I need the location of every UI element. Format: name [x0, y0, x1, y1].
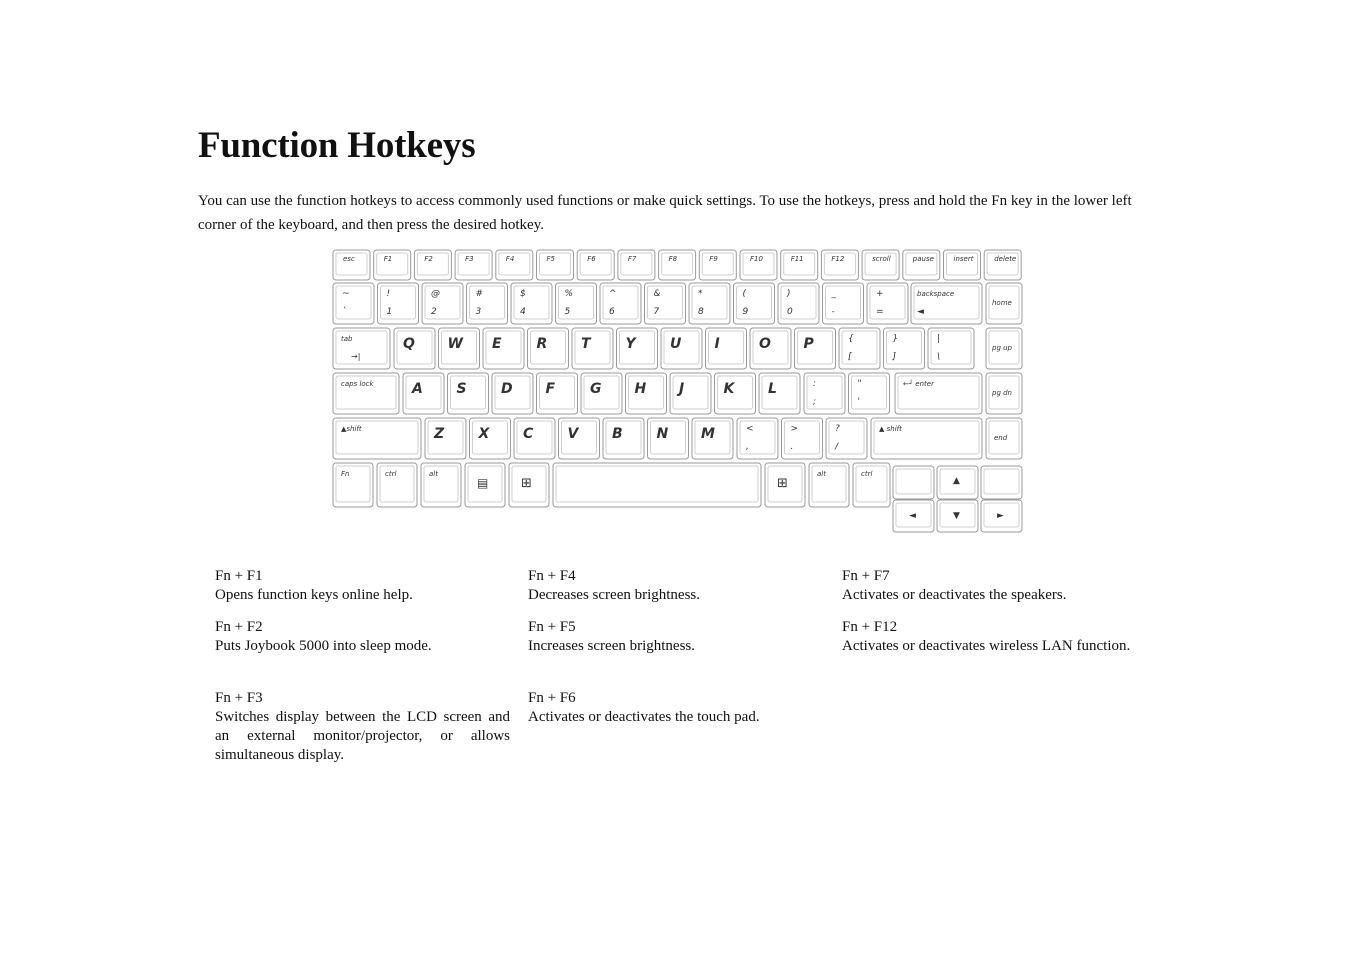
- key-label: ": [857, 379, 862, 389]
- key-label: 8: [698, 307, 704, 317]
- key-j: [670, 373, 711, 414]
- hotkey-description: Activates or deactivates wireless LAN function.: [842, 638, 1131, 654]
- key-caps-lock: [333, 373, 399, 414]
- key-fn: [333, 463, 373, 507]
- key-label: U: [670, 336, 682, 352]
- key-label: B: [612, 426, 623, 442]
- key-right-ctrl: [853, 463, 890, 507]
- key-f5: [537, 250, 574, 280]
- key-f12: [821, 250, 858, 280]
- key-label: F12: [831, 255, 845, 263]
- key-label: L: [768, 381, 777, 397]
- key-i: [706, 328, 747, 369]
- key-f3: [455, 250, 492, 280]
- key-label: F1: [383, 255, 393, 263]
- key-f: [537, 373, 578, 414]
- key-label: F9: [709, 255, 718, 263]
- key-label: =: [876, 307, 884, 317]
- key-label: {: [848, 334, 854, 344]
- key-z: [425, 418, 466, 459]
- key-label: +: [876, 289, 884, 299]
- key-arrow-down: [937, 500, 978, 532]
- key-label: scroll: [872, 255, 891, 263]
- key-label: pg up: [992, 344, 1012, 352]
- hotkey-fn-f3: [215, 689, 510, 765]
- key-label: [: [848, 352, 852, 362]
- key-label: !: [386, 289, 391, 299]
- key-label: C: [523, 426, 534, 442]
- key-label: _: [831, 289, 836, 299]
- key-label: \: [937, 352, 941, 362]
- key-label: V: [567, 426, 579, 442]
- key-b: [603, 418, 644, 459]
- key-label: F4: [505, 255, 515, 263]
- key-insert: [944, 250, 981, 280]
- key-5: [556, 283, 597, 324]
- key-menu: [465, 463, 505, 507]
- key-t: [572, 328, 613, 369]
- key-a: [403, 373, 444, 414]
- key-sym-symbol: [782, 418, 823, 459]
- hotkey-key: Fn + F3: [215, 690, 263, 706]
- key-label: $: [520, 289, 526, 299]
- key-label: Y: [625, 336, 636, 352]
- key-label: ~: [342, 289, 350, 299]
- hotkey-key: Fn + F2: [215, 619, 263, 635]
- key-label: D: [501, 381, 513, 397]
- hotkey-fn-f2: [215, 618, 510, 656]
- key-label: W: [447, 336, 463, 352]
- key-8: [689, 283, 730, 324]
- key-label: home: [992, 299, 1012, 307]
- key-l: [759, 373, 800, 414]
- hotkey-description: Opens function keys online help.: [215, 587, 413, 603]
- key-delete: [984, 250, 1021, 280]
- key-o: [750, 328, 791, 369]
- key-f2: [414, 250, 451, 280]
- key-label: ▲: [953, 476, 960, 486]
- key-k: [715, 373, 756, 414]
- key-home: [986, 283, 1022, 324]
- hotkey-description: Puts Joybook 5000 into sleep mode.: [215, 638, 432, 654]
- key-label: tab: [341, 335, 353, 343]
- key-label: *: [698, 289, 703, 299]
- key-7: [645, 283, 686, 324]
- key-label: A: [412, 381, 423, 397]
- key-f1: [374, 250, 411, 280]
- key-left-shift: [333, 418, 421, 459]
- key-label: alt: [429, 470, 438, 478]
- key-arrow-right: [981, 500, 1022, 532]
- key-f11: [781, 250, 818, 280]
- key-label: -: [831, 307, 835, 317]
- hotkey-key: Fn + F12: [842, 619, 898, 635]
- hotkey-fn-f1: [215, 567, 510, 605]
- key-label: R: [536, 336, 548, 352]
- key-label: F10: [750, 255, 763, 263]
- hotkey-fn-f6: [528, 689, 823, 727]
- key-f4: [496, 250, 533, 280]
- key-label: X: [478, 426, 490, 442]
- hotkey-description: Activates or deactivates the touch pad.: [528, 709, 760, 725]
- key-6: [600, 283, 641, 324]
- key-1: [378, 283, 419, 324]
- key-label: G: [590, 381, 602, 397]
- key-label: ): [787, 289, 791, 299]
- key-label: F7: [627, 255, 637, 263]
- key-label: 3: [475, 307, 482, 317]
- hotkey-fn-f12: [842, 618, 1137, 656]
- key-label: 4: [520, 307, 526, 317]
- key-label: ,: [746, 442, 749, 452]
- key-f6: [577, 250, 614, 280]
- key-u: [661, 328, 702, 369]
- key-label: &: [653, 289, 661, 299]
- key-f8: [659, 250, 696, 280]
- key-label: Z: [434, 426, 445, 442]
- key-label: P: [803, 336, 814, 352]
- key-label: ▲shift: [341, 425, 362, 433]
- key-right-windows: [765, 463, 805, 507]
- key-label: J: [679, 381, 685, 397]
- hotkey-description: Activates or deactivates the speakers.: [842, 587, 1067, 603]
- key-label: ⊞: [521, 476, 532, 491]
- page-title: Function Hotkeys: [198, 125, 476, 166]
- key-f10: [740, 250, 777, 280]
- key-label: 6: [609, 307, 615, 317]
- key-x: [470, 418, 511, 459]
- key-blank-right: [981, 466, 1022, 499]
- key-label: M: [701, 426, 715, 442]
- hotkey-key: Fn + F1: [215, 568, 263, 584]
- key-pg-up: [986, 328, 1022, 369]
- key-label: ;: [813, 397, 817, 407]
- key-pg-dn: [986, 373, 1022, 414]
- key-label: F6: [587, 255, 596, 263]
- key-c: [514, 418, 555, 459]
- key-label: O: [759, 336, 771, 352]
- key-label: :: [813, 379, 817, 389]
- key-symbol: [333, 283, 374, 324]
- key-y: [617, 328, 658, 369]
- key-right-shift: [871, 418, 982, 459]
- hotkey-key: Fn + F4: [528, 568, 576, 584]
- key-label: N: [656, 426, 669, 442]
- key-label: /: [835, 442, 839, 452]
- key-label: alt: [817, 470, 826, 478]
- key-label: ^: [609, 289, 617, 299]
- key-f7: [618, 250, 655, 280]
- key-label: F3: [465, 255, 474, 263]
- key-label: pg dn: [992, 389, 1012, 397]
- key-label: F2: [424, 255, 433, 263]
- key-q: [394, 328, 435, 369]
- key-label: K: [723, 381, 735, 397]
- key-arrow-left: [893, 500, 934, 532]
- key-label: %: [564, 289, 574, 299]
- key-symbol: [867, 283, 908, 324]
- key-e: [483, 328, 524, 369]
- key-sym-symbol: [849, 373, 890, 414]
- hotkey-key: Fn + F6: [528, 690, 576, 706]
- key-label: <: [746, 424, 754, 434]
- key-label: insert: [953, 255, 974, 263]
- key-label: backspace: [917, 290, 955, 298]
- key-m: [692, 418, 733, 459]
- key-label: ⊞: [777, 476, 788, 491]
- hotkey-description: Switches display between the LCD screen and an external monitor/projector, or allows simultaneous display.: [215, 709, 510, 763]
- key-label: E: [492, 336, 502, 352]
- key-label: >: [790, 424, 799, 434]
- keyboard-diagram: [330, 247, 1025, 535]
- key-label: 5: [564, 307, 571, 317]
- key-r: [528, 328, 569, 369]
- key-esc: [333, 250, 370, 280]
- key-arrow-up: [937, 466, 978, 499]
- key-sym-symbol: [884, 328, 925, 369]
- key-2: [422, 283, 463, 324]
- key-label: ': [857, 397, 860, 407]
- key-blank-left: [893, 466, 934, 499]
- key-label: @: [431, 289, 440, 299]
- key-label: Fn: [341, 470, 350, 478]
- key-label: F11: [790, 255, 804, 263]
- key-label: ?: [835, 424, 840, 434]
- key-backspace: [911, 283, 982, 324]
- key-label: caps lock: [341, 380, 374, 388]
- key-label: ]: [892, 352, 897, 362]
- key-right-alt: [809, 463, 849, 507]
- key-v: [559, 418, 600, 459]
- key-sym-symbol: [804, 373, 845, 414]
- key-9: [734, 283, 775, 324]
- hotkey-key: Fn + F5: [528, 619, 576, 635]
- key-label: (: [742, 289, 747, 299]
- key-label: ctrl: [861, 470, 873, 478]
- key-label: T: [581, 336, 591, 352]
- key-label: pause: [912, 255, 934, 263]
- key-d: [492, 373, 533, 414]
- key-label: 2: [431, 307, 437, 317]
- key-label: ▲ shift: [879, 425, 902, 433]
- key-enter: [895, 373, 982, 414]
- key-label: esc: [343, 255, 355, 263]
- key-label: 7: [653, 307, 660, 317]
- hotkey-fn-f5: [528, 618, 823, 656]
- key-label: 0: [787, 307, 793, 317]
- key-label: S: [456, 381, 467, 397]
- key-0: [778, 283, 819, 324]
- key-label: ←┘ enter: [903, 380, 934, 388]
- key-tab: [333, 328, 390, 369]
- key-w: [439, 328, 480, 369]
- key-label: ▤: [477, 476, 489, 490]
- key-label: `: [342, 307, 347, 317]
- key-f9: [699, 250, 736, 280]
- key-h: [626, 373, 667, 414]
- hotkey-description: Increases screen brightness.: [528, 638, 696, 654]
- key-sym-symbol: [826, 418, 867, 459]
- key-sym-symbol: [928, 328, 974, 369]
- key-space: [553, 463, 761, 507]
- key-label: F8: [668, 255, 678, 263]
- key-g: [581, 373, 622, 414]
- key-pause: [903, 250, 940, 280]
- key-scroll: [862, 250, 899, 280]
- hotkey-fn-f7: [842, 567, 1137, 605]
- hotkey-key: Fn + F7: [842, 568, 890, 584]
- key-end: [986, 418, 1022, 459]
- key-label: .: [790, 442, 794, 452]
- key-label: end: [994, 434, 1008, 442]
- key-label: #: [475, 289, 484, 299]
- key-s: [448, 373, 489, 414]
- key-sym-symbol: [839, 328, 880, 369]
- hotkey-fn-f4: [528, 567, 823, 605]
- key-label: ◄: [917, 307, 924, 317]
- key-label: F5: [546, 255, 555, 263]
- key-label: ◄: [909, 511, 916, 521]
- key-label: |: [937, 334, 941, 344]
- key-n: [648, 418, 689, 459]
- key-label: 1: [386, 307, 393, 317]
- key-left-ctrl: [377, 463, 417, 507]
- hotkey-description: Decreases screen brightness.: [528, 587, 701, 603]
- key-label: ▼: [953, 511, 960, 521]
- key-label: F: [545, 381, 556, 397]
- key-label: ►: [997, 511, 1004, 521]
- key-left-alt: [421, 463, 461, 507]
- key-label: I: [714, 336, 720, 352]
- intro-paragraph: You can use the function hotkeys to access commonly used functions or make quick settings. To use the hotkeys, press and hold the Fn key in the lower left corner of the keyboard, and then press the desired hotkey.: [198, 193, 1132, 233]
- key-label: ctrl: [385, 470, 397, 478]
- key-3: [467, 283, 508, 324]
- key-label: }: [892, 334, 899, 344]
- key-sym-symbol: [737, 418, 778, 459]
- key-label: 9: [742, 307, 749, 317]
- key-label: H: [634, 381, 647, 397]
- key-p: [795, 328, 836, 369]
- key-label: Q: [403, 336, 415, 352]
- key-symbol: [823, 283, 864, 324]
- key-label: delete: [994, 255, 1017, 263]
- key-left-windows: [509, 463, 549, 507]
- key-label: →|: [351, 352, 361, 361]
- key-4: [511, 283, 552, 324]
